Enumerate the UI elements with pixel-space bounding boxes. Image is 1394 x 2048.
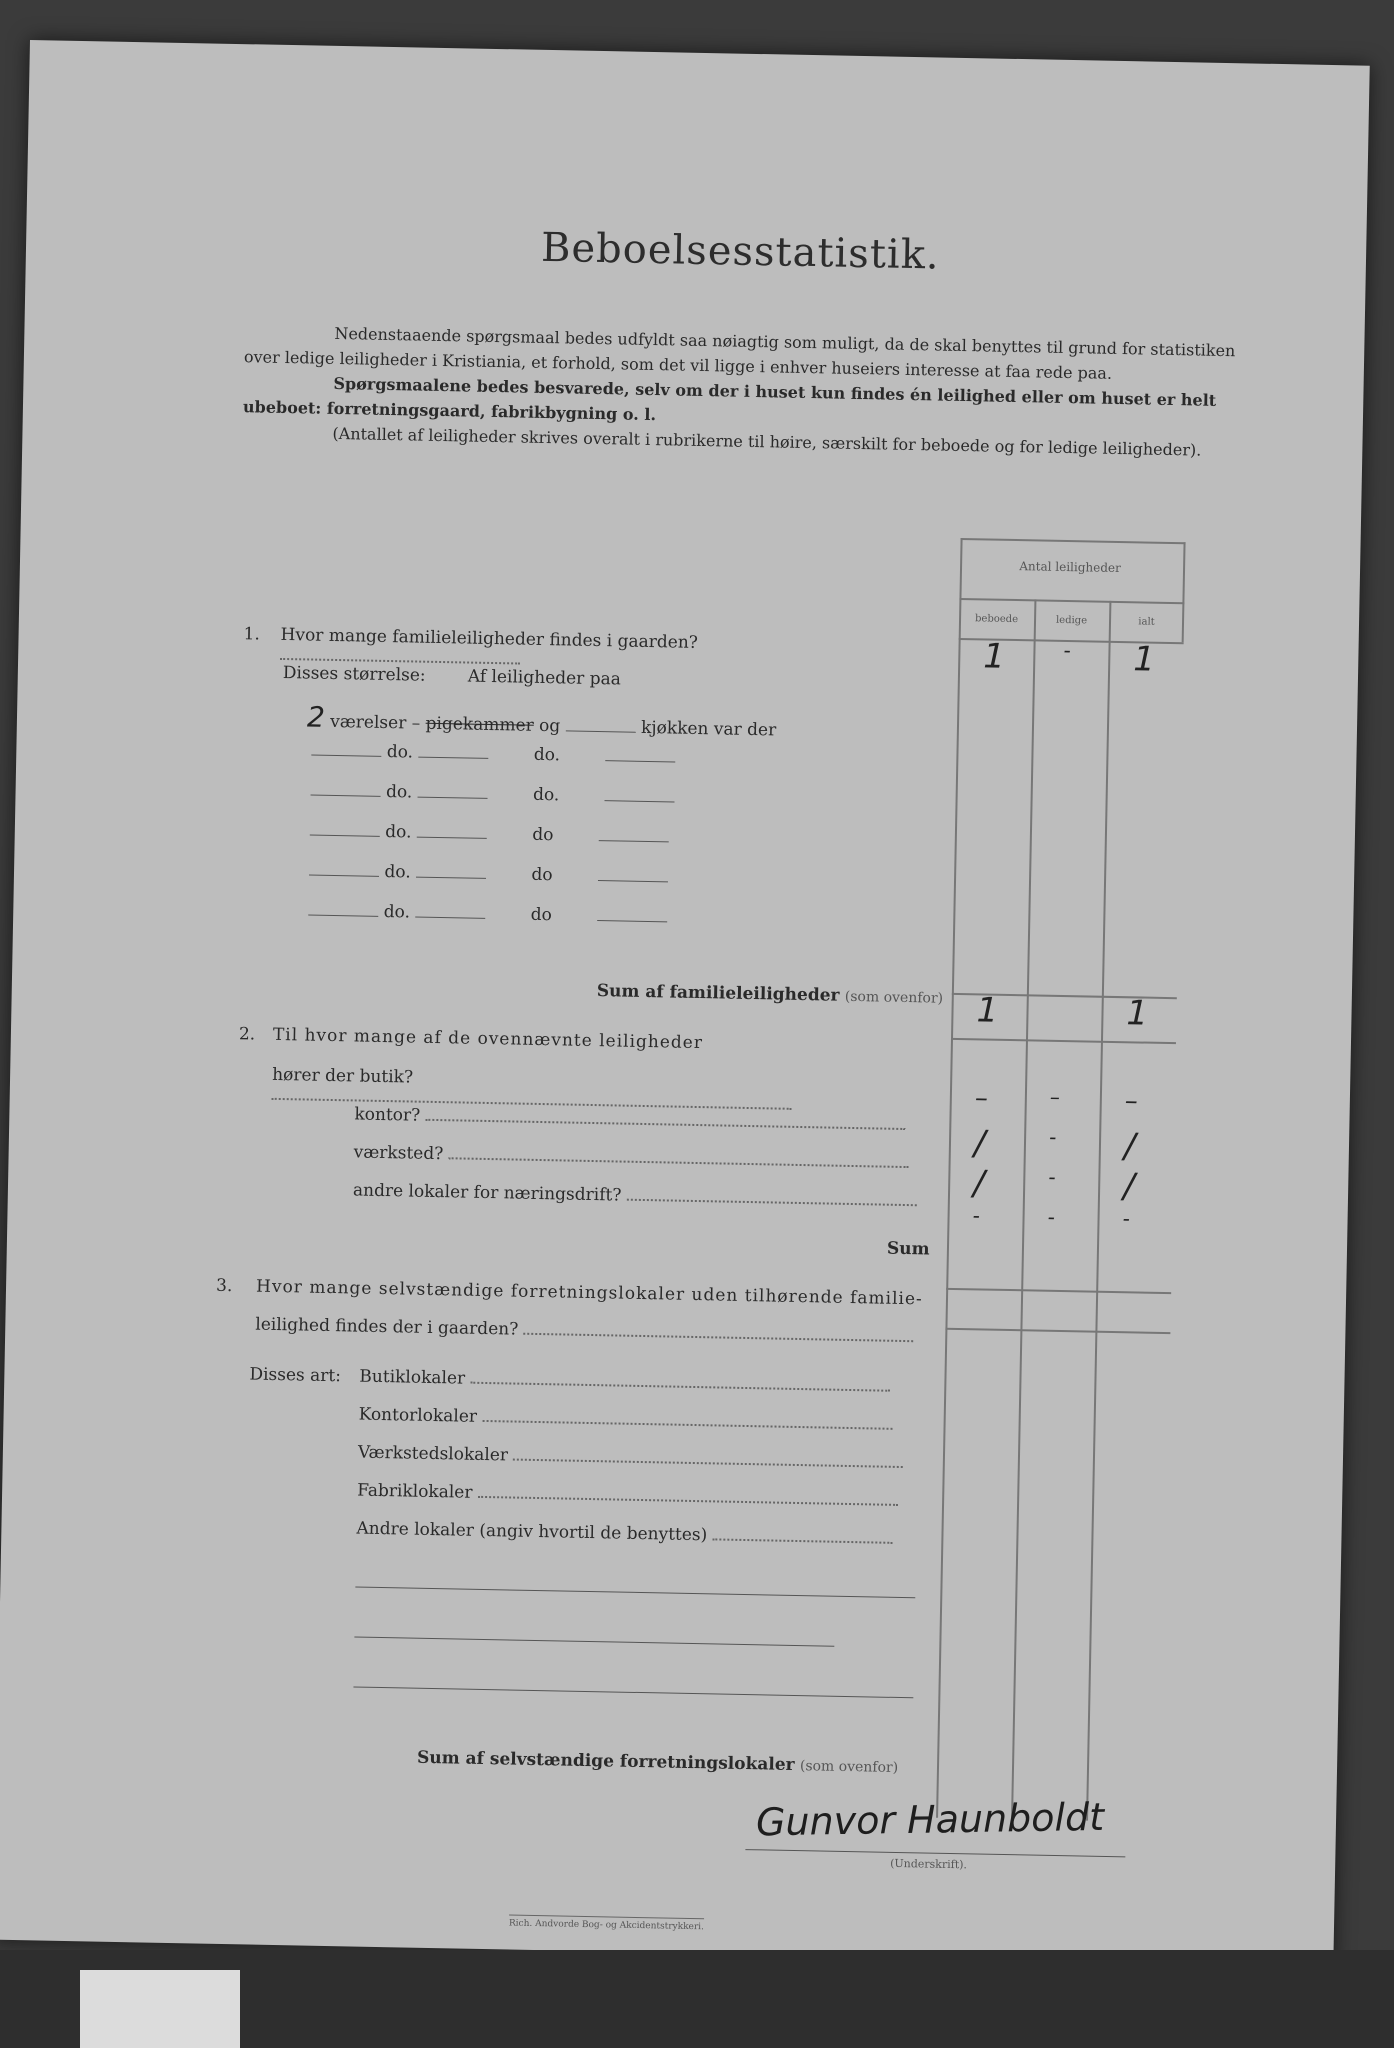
q3-item-label: Butiklokaler <box>359 1366 466 1389</box>
q2-number: 2. <box>238 1024 256 1045</box>
signature-line <box>745 1849 1125 1857</box>
printer-credit: Rich. Andvorde Bog- og Akcidentstrykkeri. <box>509 1915 704 1933</box>
q3-text2-label: leilighed findes der i gaarden? <box>255 1314 519 1340</box>
intro-paragraph-3: (Antallet af leiligheder skrives overalt i rubrikerne til høire, særskilt for beboede og for ledige leiligheder). <box>332 423 1202 460</box>
q1-sum-note: (som ovenfor) <box>844 988 944 1007</box>
q3-art-label: Disses art: <box>249 1364 342 1387</box>
q2-butik-label: hører der butik? <box>271 1064 414 1088</box>
q1-sum-label: Sum af familieleiligheder <box>596 981 840 1006</box>
q2-vaerksted <box>354 1142 934 1173</box>
do-label: do. <box>533 744 561 766</box>
q3-item-label: Værkstedslokaler <box>357 1442 509 1466</box>
q1-sum <box>597 981 944 1008</box>
q2-vaerksted-beboede: / <box>972 1163 986 1204</box>
q2-text: Til hvor mange af de ovennævnte leiligheder <box>272 1024 704 1054</box>
q1-answer-ledige: - <box>1063 637 1071 663</box>
q1-sum-ialt: 1 <box>1126 993 1149 1034</box>
q3-sum-label: Sum af selvstændige forretningslokaler <box>416 1747 795 1775</box>
q1-do-row <box>310 781 674 808</box>
q3-item-label: Andre lokaler (angiv hvortil de benyttes) <box>356 1518 708 1546</box>
col-header-beboede: beboede <box>974 613 1019 626</box>
q2-butik-ledige: – <box>1049 1084 1061 1109</box>
q1-answer-ialt: 1 <box>1132 639 1156 680</box>
q2-vaerksted-ialt: / <box>1122 1166 1136 1207</box>
q3-item-label: Fabriklokaler <box>357 1480 473 1503</box>
intro-paragraph-2: Spørgsmaalene bedes besvarede, selv om der i huset kun findes én leilighed eller om huset er helt ubeboet: forretningsgaard, fabrikbygning o. l. <box>242 373 1217 425</box>
q2-sum-label: Sum <box>886 1238 930 1260</box>
do-label: do. <box>385 781 413 803</box>
q1-row1-og: og <box>538 715 561 737</box>
q3-item <box>358 1443 918 1474</box>
answer-grid <box>936 538 1186 1822</box>
intro-paragraph-1: Nedenstaaende spørgsmaal bedes udfyldt saa nøiagtig som muligt, da de skal benyttes til grund for statistiken over ledige leiligheder i Kristiania, et forhold, som det vil ligge i enhver huseiers interesse at faa rede paa. <box>243 323 1236 383</box>
col-header-ledige: ledige <box>1055 614 1088 627</box>
q3-item-label: Kontorlokaler <box>358 1404 478 1427</box>
q3-blank-line <box>355 1587 915 1599</box>
signature: Gunvor Haunboldt <box>755 1794 1105 1845</box>
q2-kontor-ialt: / <box>1123 1126 1136 1167</box>
do-label: do <box>530 904 553 926</box>
q1-row1-kjokken: kjøkken var der <box>640 717 777 741</box>
q1-row1-pigekammer: pigekammer <box>425 713 534 736</box>
q1-sum-beboede: 1 <box>976 990 999 1031</box>
q1-number: 1. <box>243 624 261 645</box>
intro-text <box>242 319 1244 463</box>
do-label: do. <box>386 741 414 763</box>
do-label: do <box>531 864 553 886</box>
q2-andre-beboede: - <box>972 1203 981 1228</box>
q1-do-row <box>308 901 667 928</box>
col-header-ialt: ialt <box>1138 616 1155 628</box>
q2-kontor-label: kontor? <box>354 1104 421 1126</box>
do-label: do. <box>383 901 411 923</box>
q2-kontor-ledige: - <box>1048 1124 1057 1149</box>
scan-light-patch <box>80 1970 240 2048</box>
q1-size-sub: Af leiligheder paa <box>467 666 622 690</box>
q3-text-2 <box>255 1315 935 1348</box>
signature-caption: (Underskrift). <box>890 1856 968 1872</box>
q3-blank-line <box>354 1637 834 1647</box>
q3-number: 3. <box>215 1275 233 1297</box>
q1-row1-dash: – <box>411 713 421 734</box>
q1-row-1 <box>307 700 948 745</box>
q1-row1-count: 2 <box>306 700 326 734</box>
q2-andre-ialt: - <box>1122 1206 1131 1231</box>
do-label: do. <box>385 821 412 843</box>
table-group-header: Antal leiligheder <box>1019 559 1121 576</box>
q2-vaerksted-label: værksted? <box>353 1142 444 1165</box>
q3-item <box>358 1405 918 1436</box>
q2-kontor-beboede: / <box>973 1123 986 1164</box>
q1-do-row <box>310 821 669 848</box>
q2-butik-ialt: – <box>1124 1086 1139 1117</box>
q2-andre <box>353 1180 933 1211</box>
q3-sum-note: (som ovenfor) <box>799 1758 899 1776</box>
do-label: do. <box>384 861 411 883</box>
q1-answer-beboede: 1 <box>982 636 1006 677</box>
q3-item <box>359 1367 919 1398</box>
q1-row1-vaerelser: værelser <box>330 711 407 734</box>
q1-text: Hvor mange familieleiligheder findes i gaarden? <box>280 624 699 653</box>
do-label: do <box>532 824 554 846</box>
q2-andre-label: andre lokaler for næringsdrift? <box>352 1180 622 1206</box>
q1-size-label: Disses størrelse: <box>282 662 426 686</box>
q3-sum <box>417 1748 898 1777</box>
q2-butik-beboede: – <box>974 1083 989 1114</box>
q2-andre-ledige: - <box>1047 1204 1056 1229</box>
q1-do-row <box>309 861 668 888</box>
q2-vaerksted-ledige: - <box>1048 1164 1056 1189</box>
form-title: Beboelsesstatistik. <box>540 224 941 279</box>
do-label: do. <box>532 784 560 806</box>
q3-item <box>356 1519 916 1550</box>
form-sheet <box>0 40 1370 1965</box>
q3-blank-line <box>353 1687 913 1699</box>
q3-item <box>357 1481 917 1512</box>
q3-text: Hvor mange selvstændige forretningslokaler uden tilhørende familie- <box>255 1276 923 1310</box>
q1-do-row <box>311 741 675 768</box>
